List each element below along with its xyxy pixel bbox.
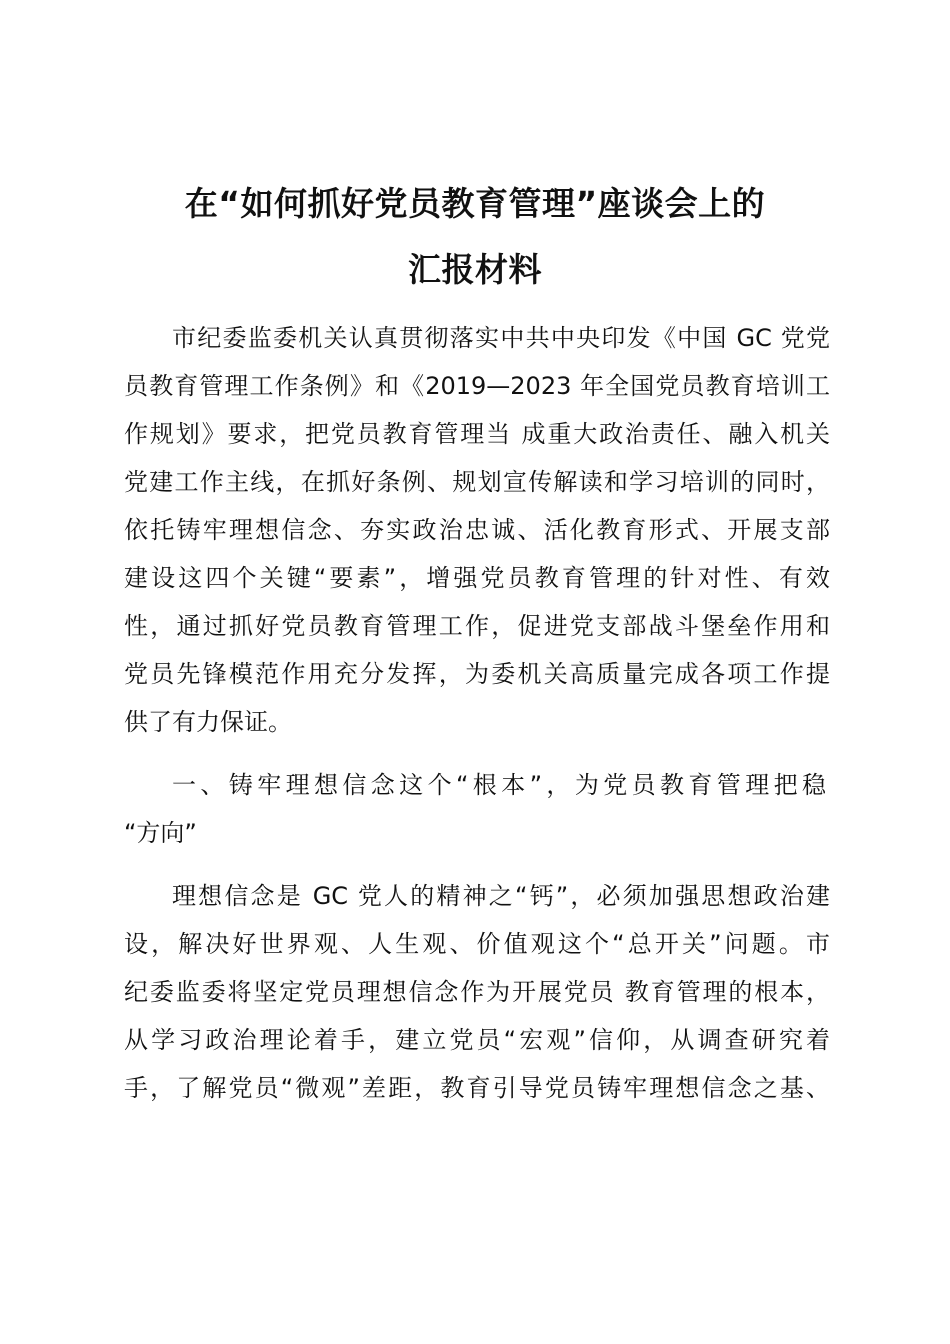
paragraph-2-line-1: 理想信念是 GC 党人的精神之“钙”，必须加强思想政治建 — [172, 882, 830, 910]
paragraph-2-line-4: 从学习政治理论着手，建立党员“宏观”信仰，从调查研究着 — [124, 1026, 830, 1054]
document-title-line-1: 在“如何抓好党员教育管理”座谈会上的 — [184, 184, 766, 223]
paragraph-2-line-3: 纪委监委将坚定党员理想信念作为开展党员 教育管理的根本， — [124, 978, 830, 1006]
paragraph-1-line-3: 作规划》要求，把党员教育管理当 成重大政治责任、融入机关 — [124, 420, 830, 448]
document-title-line-2: 汇报材料 — [408, 250, 542, 289]
paragraph-2-line-2: 设，解决好世界观、人生观、价值观这个“总开关”问题。市 — [124, 930, 830, 958]
section-heading-1-line-2: “方向” — [124, 819, 197, 847]
paragraph-1-line-9: 供了有力保证。 — [124, 708, 292, 736]
paragraph-1-line-7: 性，通过抓好党员教育管理工作，促进党支部战斗堡垒作用和 — [124, 612, 830, 640]
paragraph-1-line-5: 依托铸牢理想信念、夯实政治忠诚、活化教育形式、开展支部 — [124, 516, 830, 544]
paragraph-1-line-1: 市纪委监委机关认真贯彻落实中共中央印发《中国 GC 党党 — [172, 324, 830, 352]
paragraph-1-line-2: 员教育管理工作条例》和《2019—2023 年全国党员教育培训工 — [124, 372, 830, 400]
paragraph-2-line-5: 手，了解党员“微观”差距，教育引导党员铸牢理想信念之基、 — [124, 1074, 830, 1102]
paragraph-1-line-8: 党员先锋模范作用充分发挥，为委机关高质量完成各项工作提 — [124, 660, 830, 688]
paragraph-1-line-4: 党建工作主线，在抓好条例、规划宣传解读和学习培训的同时， — [124, 468, 830, 496]
paragraph-1-line-6: 建设这四个关键“要素”，增强党员教育管理的针对性、有效 — [124, 564, 830, 592]
section-heading-1-line-1: 一、铸牢理想信念这个“根本”，为党员教育管理把稳 — [172, 771, 830, 799]
